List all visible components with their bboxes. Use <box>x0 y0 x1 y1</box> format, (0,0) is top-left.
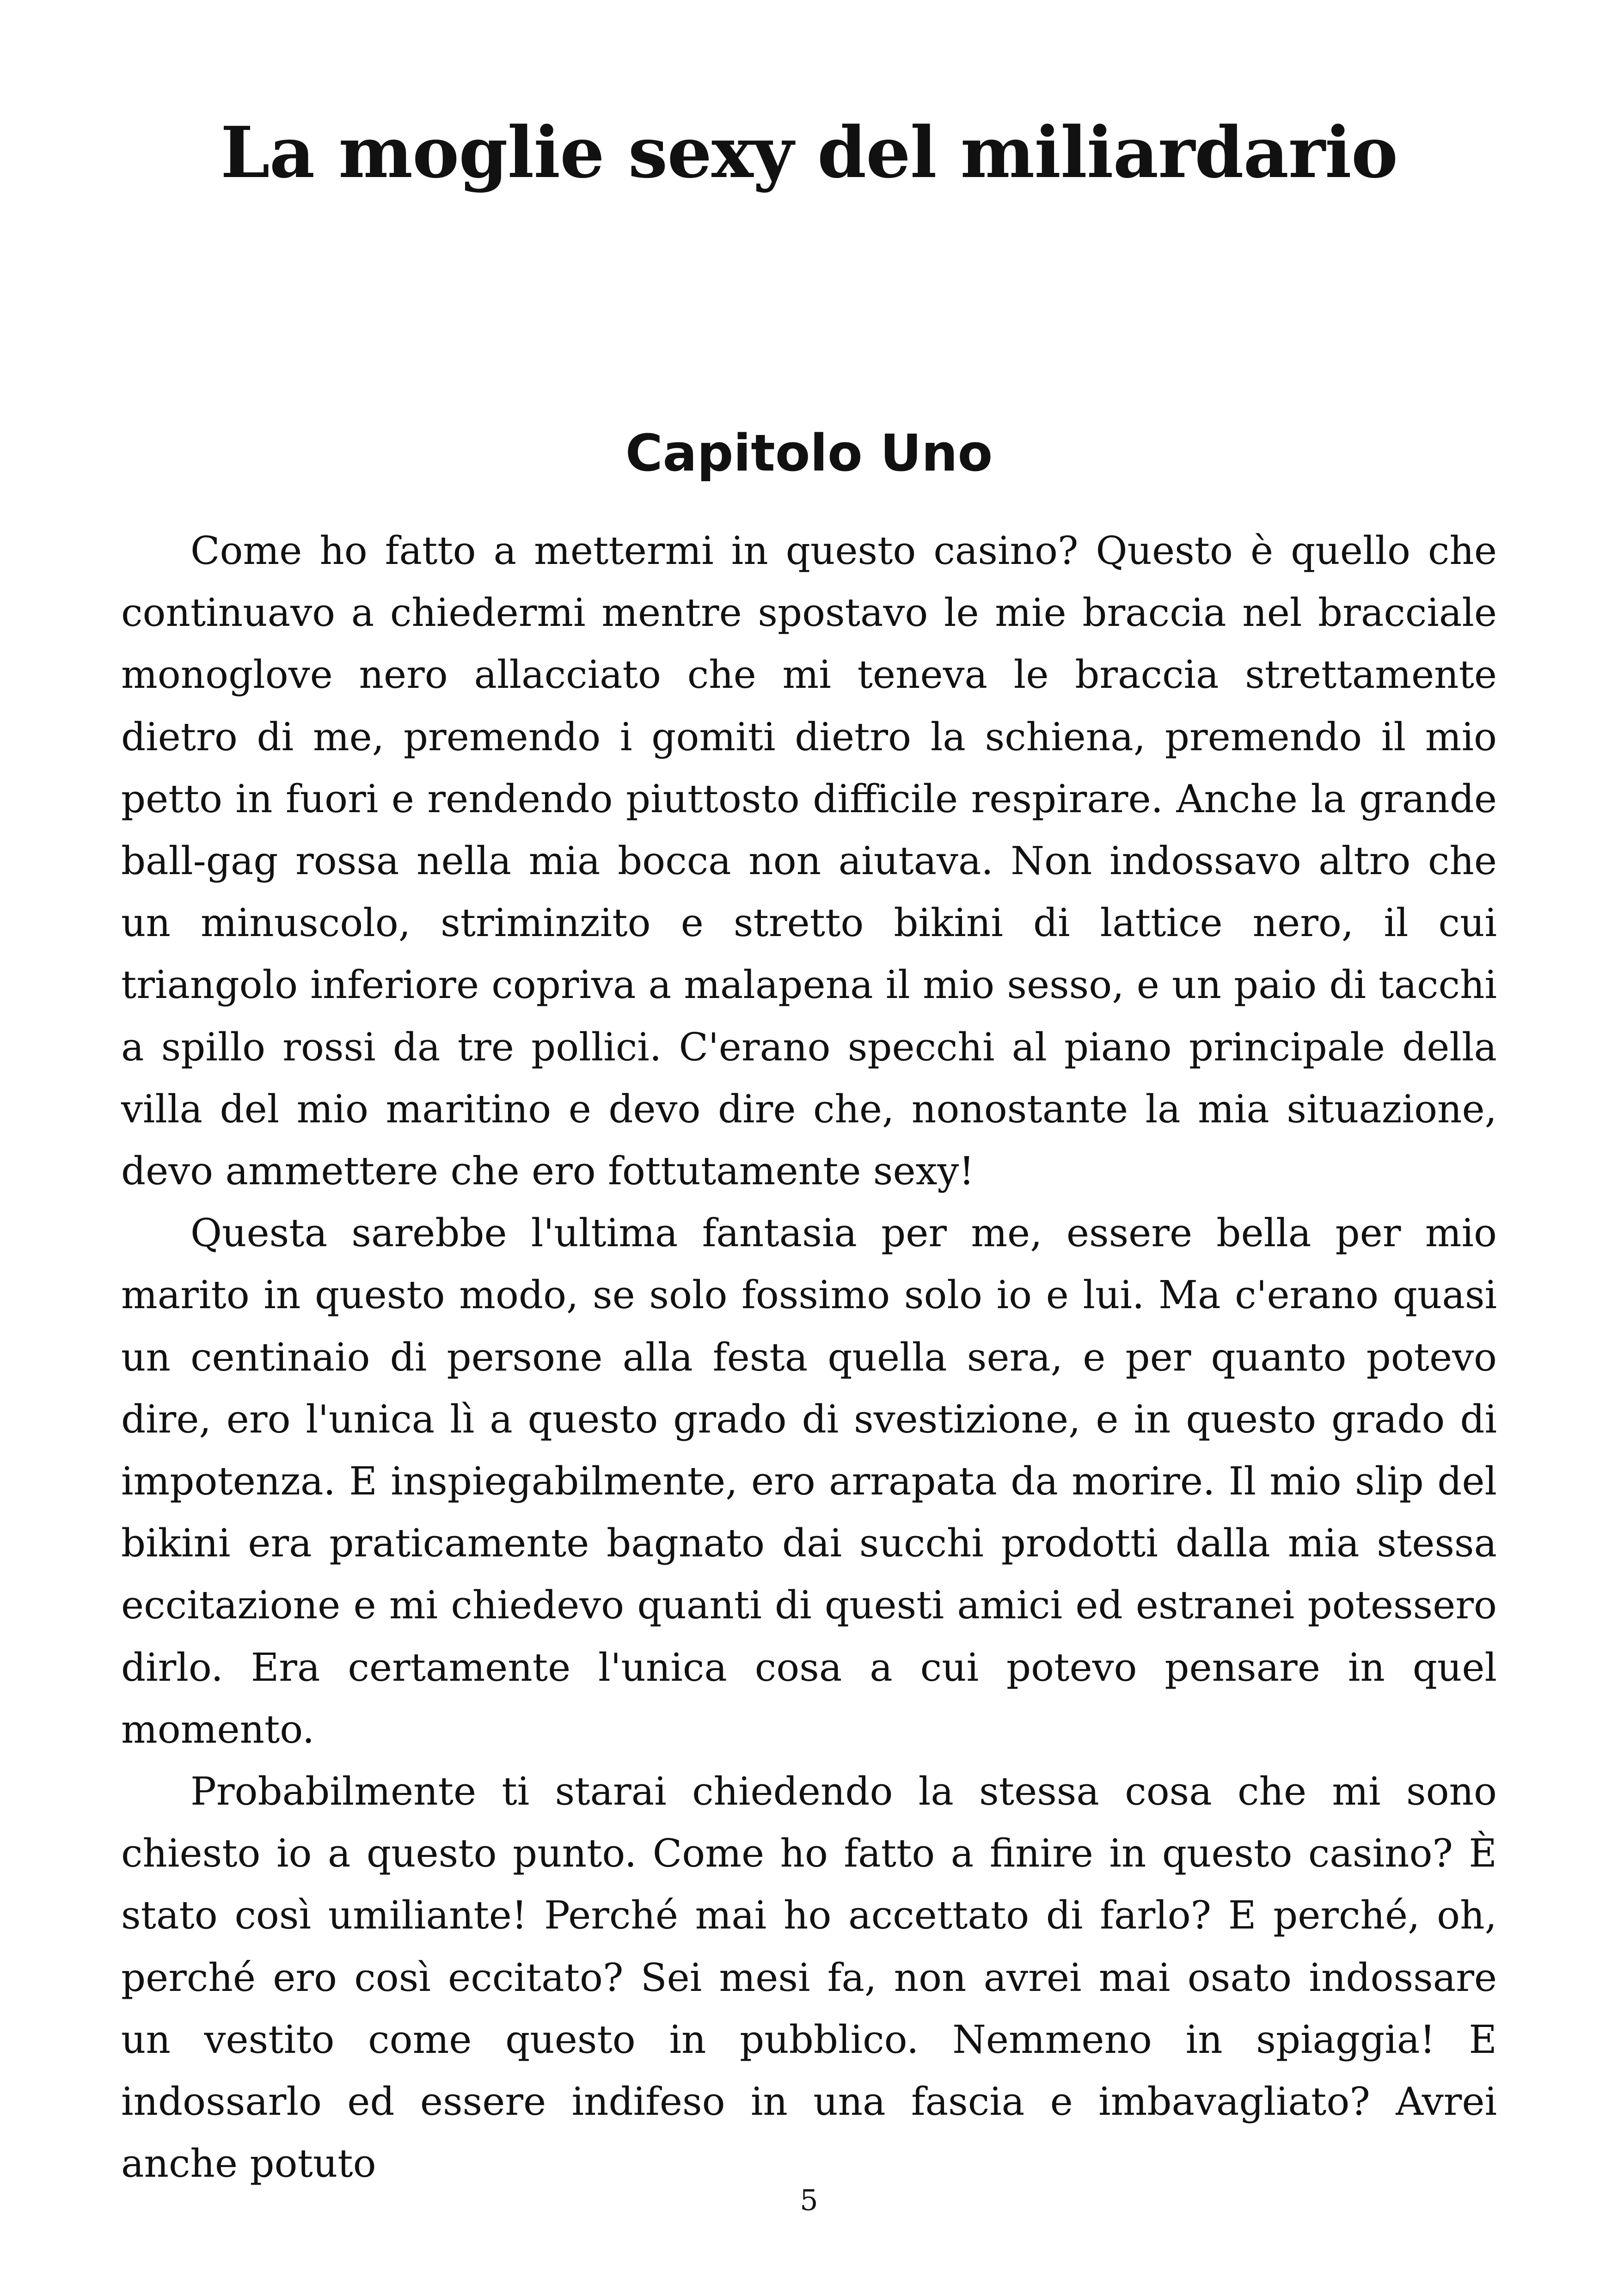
chapter-title: Capitolo Uno <box>625 423 993 483</box>
paragraph: Come ho fatto a mettermi in questo casino? Questo è quello che continuavo a chiedermi mentre spostavo le mie braccia nel bracciale monoglove nero allacciato che mi teneva le braccia strettamente dietro di me, premendo i gomiti dietro la schiena, premendo il mio petto in fuori e rendendo piuttosto difficile respirare. Anche la grande ball-gag rossa nella mia bocca non aiutava. Non indossavo altro che un minuscolo, striminzito e stretto bikini di lattice nero, il cui triangolo inferiore copriva a malapena il mio sesso, e un paio di tacchi a spillo rossi da tre pollici. C'erano specchi al piano principale della villa del mio maritino e devo dire che, nonostante la mia situazione, devo ammettere che ero fottutamente sexy! <box>121 528 1497 1194</box>
book-title: La moglie sexy del miliardario <box>220 111 1398 194</box>
paragraph: Questa sarebbe l'ultima fantasia per me, essere bella per mio marito in questo modo, se solo fossimo solo io e lui. Ma c'erano quasi un centinaio di persone alla festa quella sera, e per quanto potevo dire, ero l'unica lì a questo grado di svestizione, e in questo grado di impotenza. E inspiegabilmente, ero arrapata da morire. Il mio slip del bikini era praticamente bagnato dai succhi prodotti dalla mia stessa eccitazione e mi chiedevo quanti di questi amici ed estranei potessero dirlo. Era certamente l'unica cosa a cui potevo pensare in quel momento. <box>121 1211 1497 1752</box>
paragraph: Probabilmente ti starai chiedendo la stessa cosa che mi sono chiesto io a questo punto. Come ho fatto a finire in questo casino? È stato così umiliante! Perché mai ho accettato di farlo? E perché, oh, perché ero così eccitato? Sei mesi fa, non avrei mai osato indossare un vestito come questo in pubblico. Nemmeno in spiaggia! E indossarlo ed essere indifeso in una fascia e imbavagliato? Avrei anche potuto <box>121 1769 1497 2186</box>
chapter-body <box>121 520 1497 2195</box>
page-number: 5 <box>800 2183 818 2217</box>
